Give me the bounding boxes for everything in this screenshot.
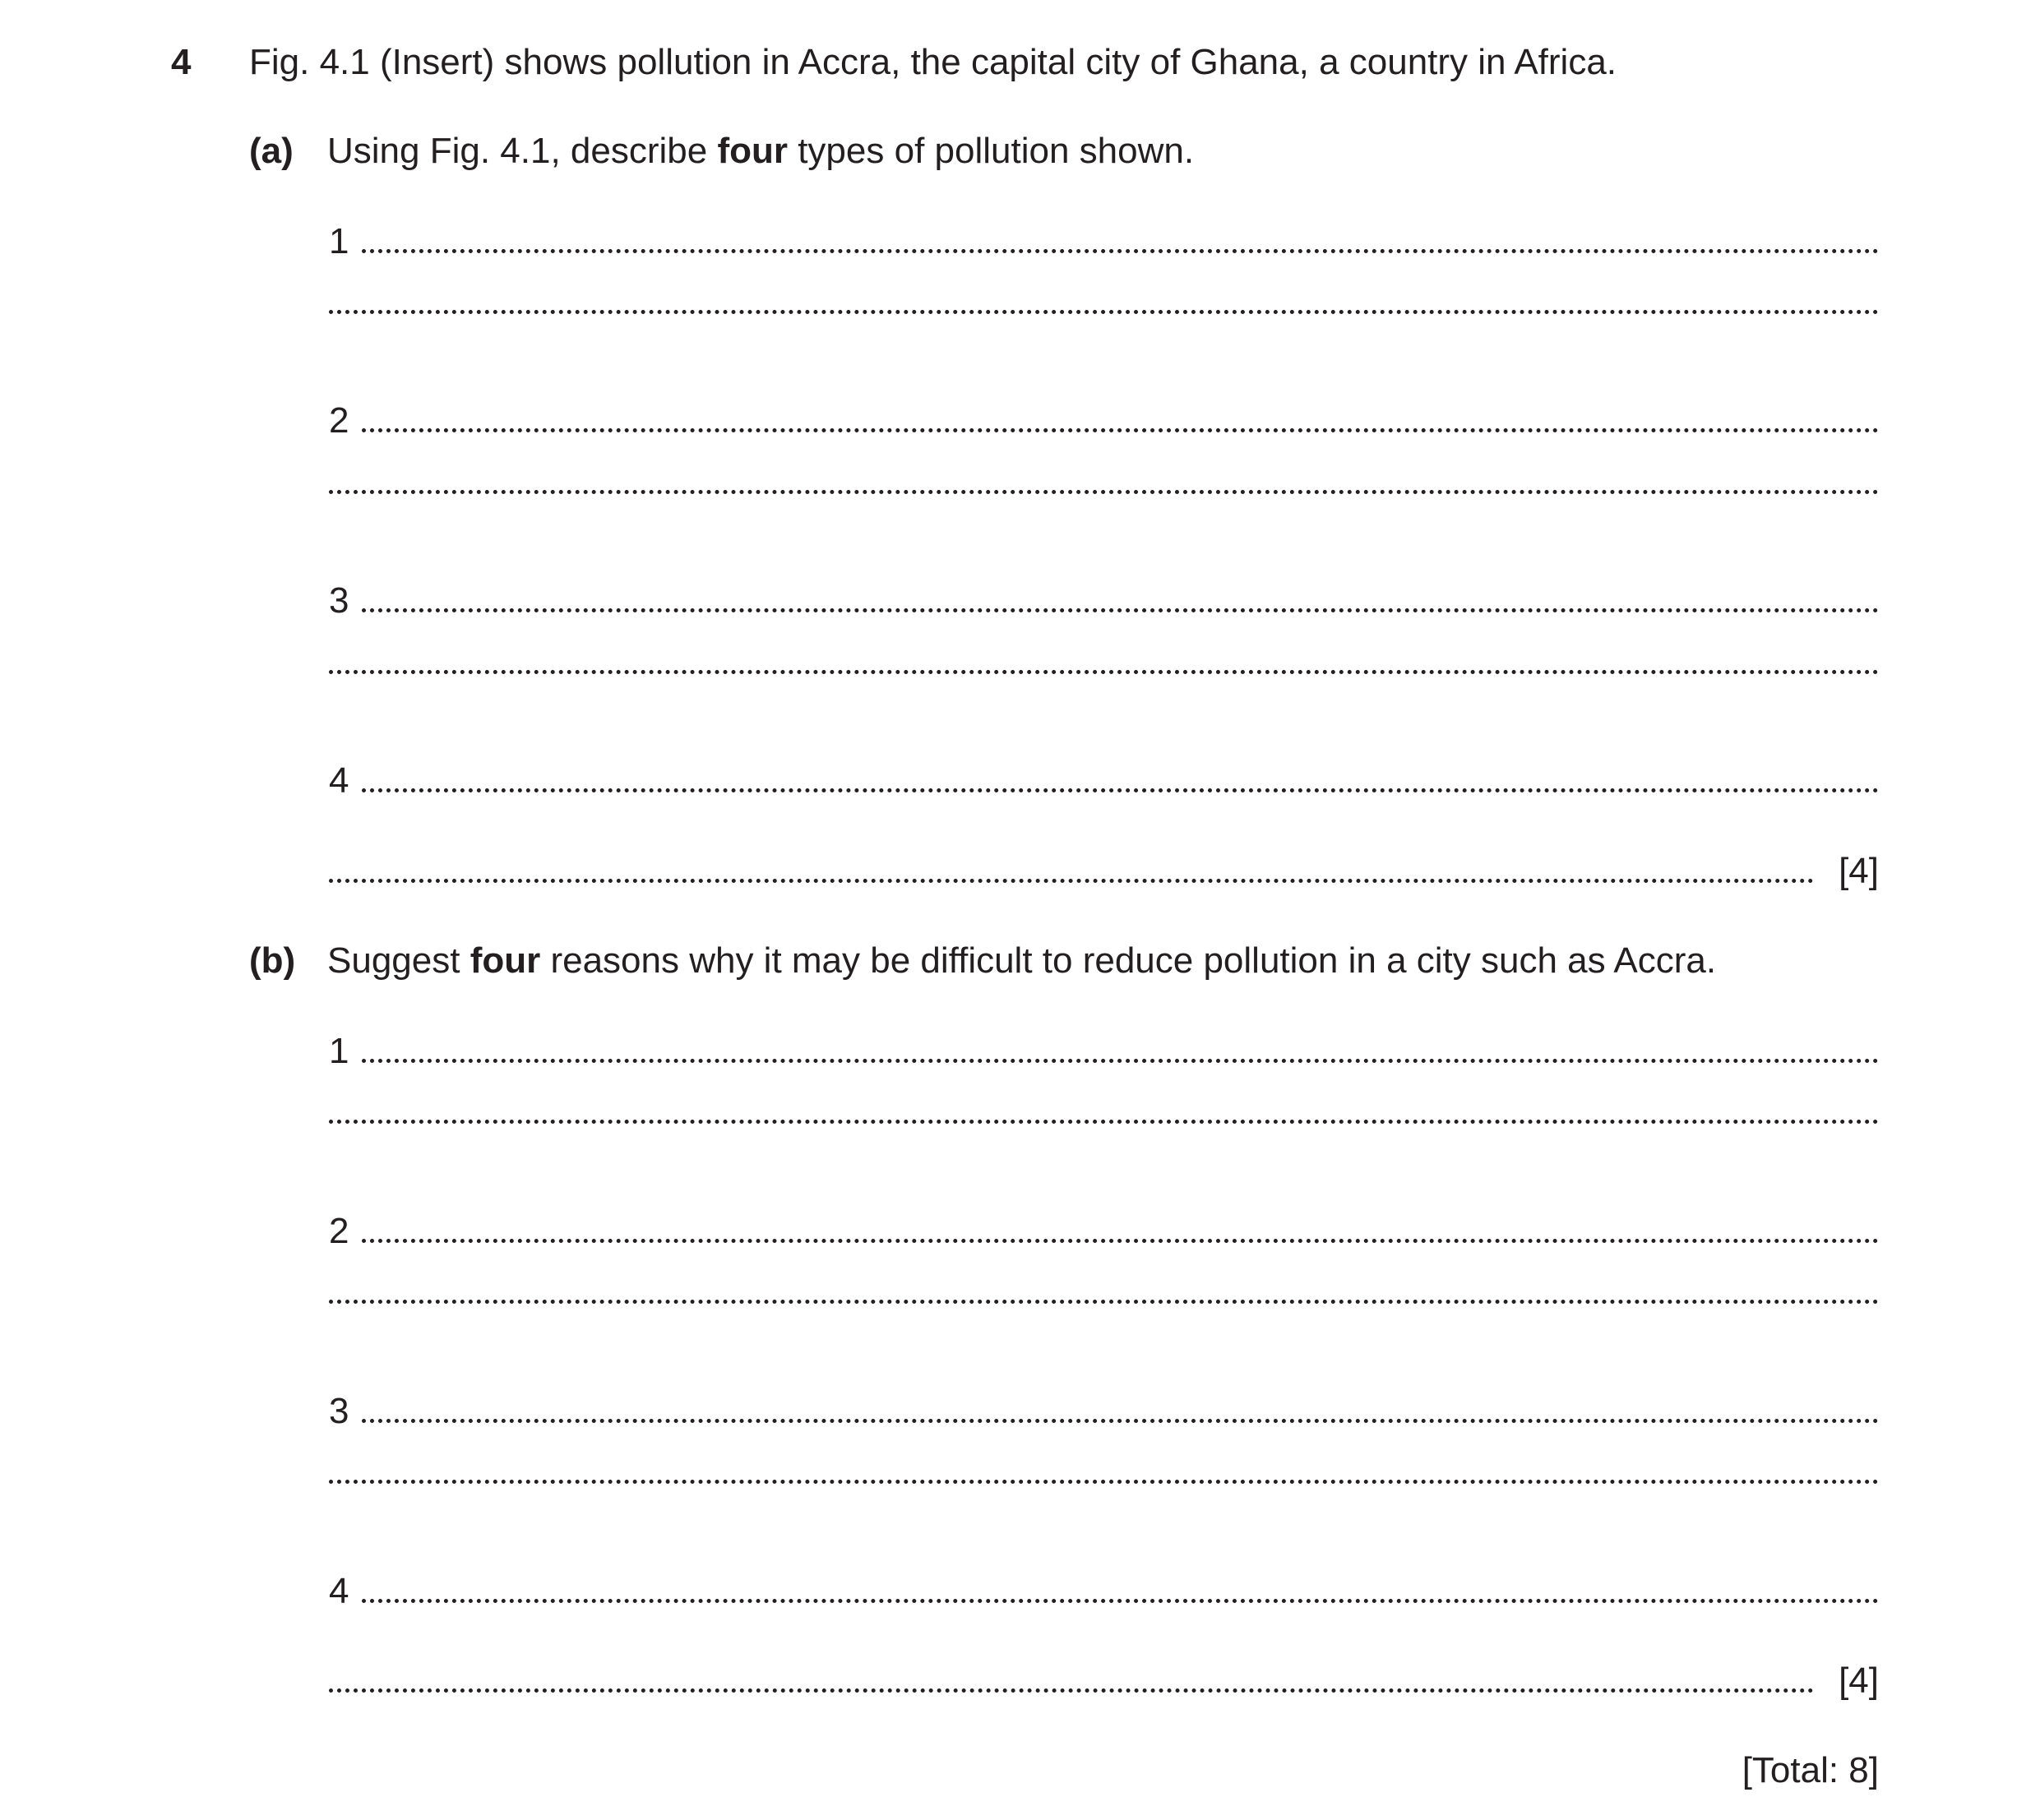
part-b-answer-line-4[interactable] [329, 1570, 1879, 1613]
part-a-prompt-start: Using Fig. 4.1, describe [327, 131, 718, 171]
part-b-answer-line-3[interactable] [329, 1390, 1879, 1433]
answer-number: 3 [329, 1391, 349, 1431]
part-a-answer-line-1b[interactable] [329, 310, 1879, 324]
part-b-prompt-end: reasons why it may be difficult to reduce pollution in a city such as Accra. [540, 940, 1717, 981]
part-a-marks: [4] [1839, 851, 1879, 891]
dotted-line [329, 1120, 1879, 1124]
dotted-line [362, 1239, 1879, 1243]
dotted-line [362, 608, 1879, 612]
total-marks: [Total: 8] [1742, 1750, 1879, 1790]
part-a-answer-line-2[interactable] [329, 400, 1879, 442]
part-b-answer-line-1b[interactable] [329, 1120, 1879, 1134]
answer-number: 4 [329, 1571, 349, 1611]
part-a-answer-line-1[interactable] [329, 220, 1879, 263]
part-a-answer-line-4b[interactable] [329, 850, 1879, 893]
question-stem: Fig. 4.1 (Insert) shows pollution in Accra, the capital city of Ghana, a country in Africa. [249, 42, 1617, 82]
dotted-line [362, 249, 1879, 253]
part-a-answer-line-3b[interactable] [329, 670, 1879, 684]
part-b-answer-line-1[interactable] [329, 1030, 1879, 1073]
part-b-prompt-start: Suggest [327, 940, 470, 981]
dotted-line [329, 1300, 1879, 1304]
question-number: 4 [171, 42, 192, 82]
part-a-prompt-emphasis: four [717, 131, 788, 171]
part-a-answer-line-3[interactable] [329, 580, 1879, 622]
answer-number: 3 [329, 580, 349, 621]
part-a-prompt-end: types of pollution shown. [787, 131, 1195, 171]
answer-number: 2 [329, 1211, 349, 1251]
answer-number: 2 [329, 400, 349, 441]
part-b-prompt-emphasis: four [470, 940, 541, 981]
dotted-line [362, 788, 1879, 792]
dotted-line [329, 310, 1879, 314]
part-b-prompt [327, 940, 1716, 982]
answer-number: 4 [329, 760, 349, 801]
dotted-line [362, 1599, 1879, 1603]
part-b-answer-line-3b[interactable] [329, 1480, 1879, 1494]
part-a-answer-line-2b[interactable] [329, 490, 1879, 504]
part-b-answer-line-2[interactable] [329, 1210, 1879, 1253]
part-b-answer-line-4b[interactable] [329, 1660, 1879, 1702]
dotted-line [329, 490, 1879, 494]
dotted-line [329, 1480, 1879, 1484]
dotted-line [362, 1419, 1879, 1423]
dotted-line [329, 1688, 1814, 1693]
part-a-prompt [327, 130, 1194, 173]
part-b-label: (b) [249, 940, 296, 981]
answer-number: 1 [329, 221, 349, 261]
part-b-answer-line-2b[interactable] [329, 1300, 1879, 1314]
dotted-line [329, 879, 1814, 883]
part-a-label: (a) [249, 131, 294, 171]
part-b-marks: [4] [1839, 1661, 1879, 1701]
part-a-answer-line-4[interactable] [329, 760, 1879, 802]
dotted-line [329, 670, 1879, 674]
dotted-line [362, 1059, 1879, 1063]
answer-number: 1 [329, 1031, 349, 1071]
dotted-line [362, 428, 1879, 432]
